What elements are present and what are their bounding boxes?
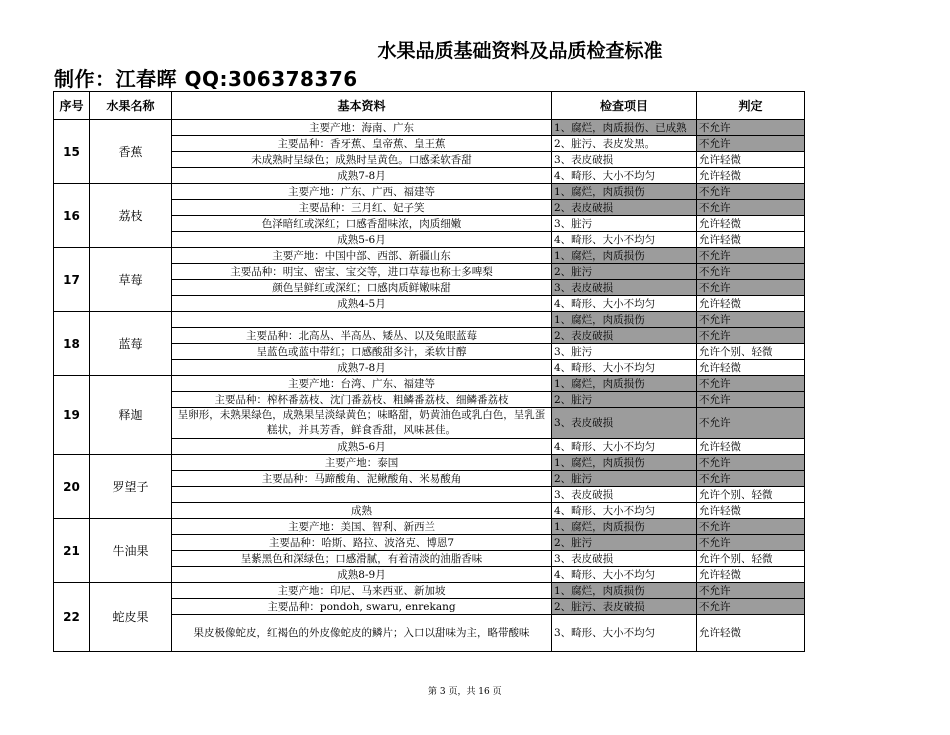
- judgement-cell: 不允许: [697, 280, 805, 296]
- fruit-name: 荔枝: [90, 184, 172, 248]
- basic-info-cell: 主要产地：印尼、马来西亚、新加坡: [172, 583, 552, 599]
- judgement-cell: 允许轻微: [697, 567, 805, 583]
- judgement-cell: 允许轻微: [697, 439, 805, 455]
- check-item-cell: 3、表皮破损: [552, 152, 697, 168]
- basic-info-cell: 主要品种：香牙蕉、皇帝蕉、皇王蕉: [172, 136, 552, 152]
- fruit-name: 香蕉: [90, 120, 172, 184]
- row-number: 19: [54, 376, 90, 455]
- judgement-cell: 不允许: [697, 392, 805, 408]
- judgement-cell: 不允许: [697, 519, 805, 535]
- judgement-cell: 允许轻微: [697, 232, 805, 248]
- check-item-cell: 4、畸形、大小不均匀: [552, 296, 697, 312]
- row-number: 22: [54, 583, 90, 652]
- check-item-cell: 1、腐烂，肉质损伤、已成熟: [552, 120, 697, 136]
- judgement-cell: 不允许: [697, 312, 805, 328]
- judgement-cell: 允许个别、轻微: [697, 344, 805, 360]
- check-item-cell: 3、脏污: [552, 344, 697, 360]
- judgement-cell: 允许轻微: [697, 615, 805, 652]
- header-no: 序号: [54, 92, 90, 120]
- judgement-cell: 允许轻微: [697, 360, 805, 376]
- basic-info-cell: 果皮极像蛇皮，红褐色的外皮像蛇皮的鳞片；入口以甜味为主，略带酸味: [172, 615, 552, 652]
- basic-info-cell: 成熟5-6月: [172, 232, 552, 248]
- judgement-cell: 允许轻微: [697, 152, 805, 168]
- judgement-cell: 不允许: [697, 136, 805, 152]
- basic-info-cell: 主要产地：广东、广西、福建等: [172, 184, 552, 200]
- header-basic: 基本资料: [172, 92, 552, 120]
- table-row: [54, 248, 805, 264]
- basic-info-cell: 成熟7-8月: [172, 360, 552, 376]
- basic-info-cell: 主要产地：美国、智利、新西兰: [172, 519, 552, 535]
- judgement-cell: 允许轻微: [697, 168, 805, 184]
- row-number: 16: [54, 184, 90, 248]
- check-item-cell: 3、表皮破损: [552, 551, 697, 567]
- basic-info-cell: 呈卵形，未熟果绿色，成熟果呈淡绿黄色；味略甜，奶黄油色或乳白色，呈乳蛋糕状，并具芳香，鲜食香甜，风味甚佳。: [172, 408, 552, 439]
- basic-info-cell: 颜色呈鲜红或深红；口感肉质鲜嫩味甜: [172, 280, 552, 296]
- judgement-cell: 不允许: [697, 471, 805, 487]
- check-item-cell: 4、畸形、大小不均匀: [552, 567, 697, 583]
- basic-info-cell: 呈蓝色或蓝中带红；口感酸甜多汁，柔软甘醇: [172, 344, 552, 360]
- basic-info-cell: 主要品种：三月红、妃子笑: [172, 200, 552, 216]
- table-row: [54, 376, 805, 392]
- check-item-cell: 1、腐烂，肉质损伤: [552, 455, 697, 471]
- table-row: [54, 519, 805, 535]
- judgement-cell: 不允许: [697, 248, 805, 264]
- check-item-cell: 4、畸形、大小不均匀: [552, 232, 697, 248]
- basic-info-cell: 成熟7-8月: [172, 168, 552, 184]
- basic-info-cell: 主要产地：中国中部、西部、新疆山东: [172, 248, 552, 264]
- check-item-cell: 1、腐烂，肉质损伤: [552, 376, 697, 392]
- check-item-cell: 3、表皮破损: [552, 408, 697, 439]
- basic-info-cell: 主要产地：台湾、广东、福建等: [172, 376, 552, 392]
- basic-info-cell: 未成熟时呈绿色；成熟时呈黄色。口感柔软香甜: [172, 152, 552, 168]
- row-number: 21: [54, 519, 90, 583]
- table-body: [54, 120, 805, 652]
- check-item-cell: 1、腐烂，肉质损伤: [552, 312, 697, 328]
- basic-info-cell: 成熟: [172, 503, 552, 519]
- row-number: 17: [54, 248, 90, 312]
- fruit-name: 蓝莓: [90, 312, 172, 376]
- judgement-cell: 不允许: [697, 408, 805, 439]
- basic-info-cell: 主要品种：马蹄酸角、泥鳅酸角、米易酸角: [172, 471, 552, 487]
- judgement-cell: 不允许: [697, 376, 805, 392]
- check-item-cell: 2、脏污: [552, 264, 697, 280]
- basic-info-cell: 主要产地：海南、广东: [172, 120, 552, 136]
- check-item-cell: 2、脏污、表皮破损: [552, 599, 697, 615]
- judgement-cell: 不允许: [697, 535, 805, 551]
- check-item-cell: 4、畸形、大小不均匀: [552, 503, 697, 519]
- check-item-cell: 3、畸形、大小不均匀: [552, 615, 697, 652]
- basic-info-cell: 色泽暗红或深红；口感香甜味浓，肉质细嫩: [172, 216, 552, 232]
- basic-info-cell: 成熟4-5月: [172, 296, 552, 312]
- fruit-name: 罗望子: [90, 455, 172, 519]
- table-row: [54, 184, 805, 200]
- row-number: 15: [54, 120, 90, 184]
- table-row: [54, 455, 805, 471]
- header-name: 水果名称: [90, 92, 172, 120]
- fruit-name: 蛇皮果: [90, 583, 172, 652]
- table-row: [54, 583, 805, 599]
- basic-info-cell: 主要品种：明宝、密宝、宝交等，进口草莓也称士多啤梨: [172, 264, 552, 280]
- quality-table: [53, 91, 805, 652]
- check-item-cell: 4、畸形、大小不均匀: [552, 439, 697, 455]
- check-item-cell: 2、脏污: [552, 392, 697, 408]
- judgement-cell: 允许轻微: [697, 296, 805, 312]
- fruit-name: 释迦: [90, 376, 172, 455]
- basic-info-cell: 成熟8-9月: [172, 567, 552, 583]
- row-number: 20: [54, 455, 90, 519]
- basic-info-cell: 成熟5-6月: [172, 439, 552, 455]
- judgement-cell: 不允许: [697, 200, 805, 216]
- judgement-cell: 允许轻微: [697, 503, 805, 519]
- judgement-cell: 不允许: [697, 184, 805, 200]
- check-item-cell: 2、脏污、表皮发黑。: [552, 136, 697, 152]
- page-title: 水果品质基础资料及品质检查标准: [377, 40, 663, 62]
- basic-info-cell: 主要品种：北高丛、半高丛、矮丛、以及兔眼蓝莓: [172, 328, 552, 344]
- page-footer: 第 3 页，共 16 页: [428, 687, 502, 697]
- judgement-cell: 允许个别、轻微: [697, 551, 805, 567]
- basic-info-cell: 主要品种：哈斯、路拉、波洛克、博恩7: [172, 535, 552, 551]
- author-line: 制作：江春晖 QQ:306378376: [54, 67, 358, 91]
- judgement-cell: 不允许: [697, 599, 805, 615]
- row-number: 18: [54, 312, 90, 376]
- basic-info-cell: 主要品种：榨杯番荔枝、沈门番荔枝、粗鳞番荔枝、细鳞番荔枝: [172, 392, 552, 408]
- judgement-cell: 不允许: [697, 264, 805, 280]
- check-item-cell: 4、畸形、大小不均匀: [552, 360, 697, 376]
- check-item-cell: 2、脏污: [552, 471, 697, 487]
- check-item-cell: 3、脏污: [552, 216, 697, 232]
- check-item-cell: 1、腐烂，肉质损伤: [552, 248, 697, 264]
- check-item-cell: 2、表皮破损: [552, 200, 697, 216]
- check-item-cell: 3、表皮破损: [552, 487, 697, 503]
- judgement-cell: 不允许: [697, 455, 805, 471]
- judgement-cell: 不允许: [697, 328, 805, 344]
- table-row: [54, 120, 805, 136]
- header-check: 检查项目: [552, 92, 697, 120]
- check-item-cell: 2、脏污: [552, 535, 697, 551]
- check-item-cell: 1、腐烂，肉质损伤: [552, 583, 697, 599]
- check-item-cell: 4、畸形、大小不均匀: [552, 168, 697, 184]
- check-item-cell: 1、腐烂，肉质损伤: [552, 184, 697, 200]
- basic-info-cell: 主要品种：pondoh, swaru, enrekang: [172, 599, 552, 615]
- judgement-cell: 允许轻微: [697, 216, 805, 232]
- check-item-cell: 3、表皮破损: [552, 280, 697, 296]
- basic-info-cell: [172, 312, 552, 328]
- fruit-name: 草莓: [90, 248, 172, 312]
- judgement-cell: 不允许: [697, 120, 805, 136]
- basic-info-cell: 呈紫黑色和深绿色；口感滑腻，有着清淡的油脂香味: [172, 551, 552, 567]
- check-item-cell: 2、表皮破损: [552, 328, 697, 344]
- basic-info-cell: [172, 487, 552, 503]
- judgement-cell: 允许个别、轻微: [697, 487, 805, 503]
- check-item-cell: 1、腐烂，肉质损伤: [552, 519, 697, 535]
- basic-info-cell: 主要产地：泰国: [172, 455, 552, 471]
- header-row: [54, 92, 805, 120]
- header-judge: 判定: [697, 92, 805, 120]
- fruit-name: 牛油果: [90, 519, 172, 583]
- table-row: [54, 312, 805, 328]
- judgement-cell: 不允许: [697, 583, 805, 599]
